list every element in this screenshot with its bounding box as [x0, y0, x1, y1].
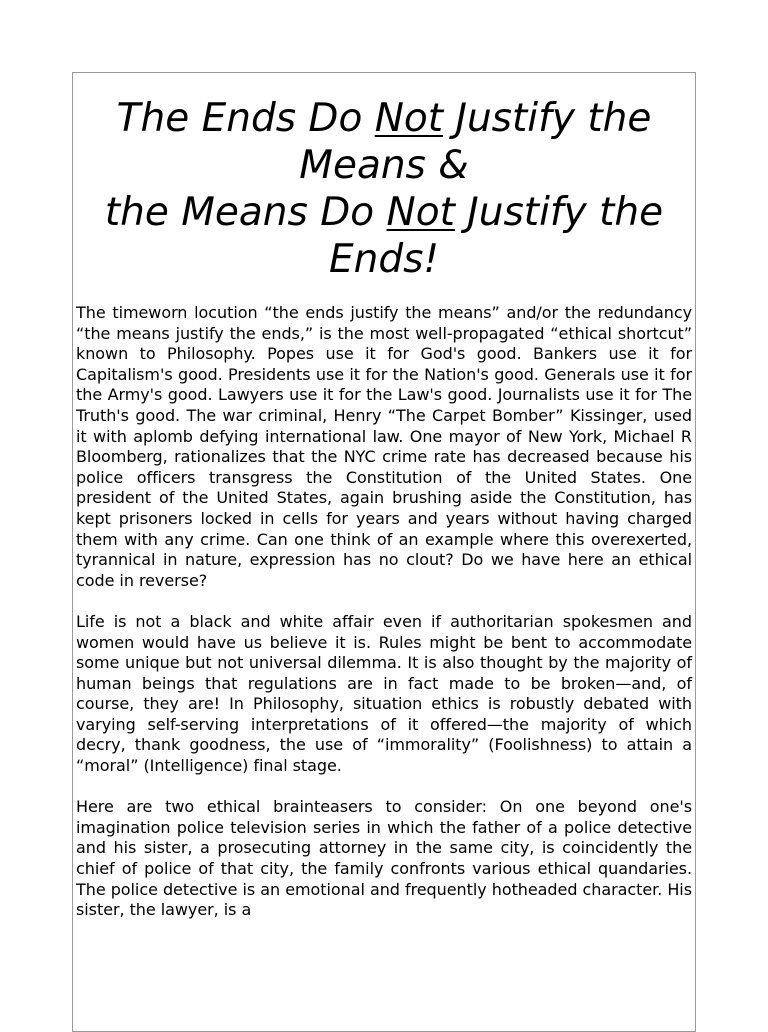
title-line2-emphasis: Not [386, 190, 455, 235]
document-page [72, 72, 696, 1032]
document-body [76, 303, 692, 921]
title-line1-pre: The Ends Do [116, 96, 375, 141]
paragraph: Life is not a black and white affair even if authoritarian spokesmen and women would have us believe it is. Rules might be bent to accommodate some unique but not universal dilemma. It is also thought by the majority of human beings that regulations are in fact made to be broken—and, of course, they are! In Philosophy, situation ethics is robustly debated with varying self-serving interpretations of it offered—the majority of which decry, thank goodness, the use of “immorality” (Foolishness) to attain a “moral” (Intelligence) final stage. [76, 611, 692, 776]
title-line2-post: Justify the Ends! [328, 190, 664, 282]
title-line2-pre: the Means Do [104, 190, 387, 235]
paragraph: Here are two ethical brainteasers to consider: On one beyond one's imagination police television series in which the father of a police detective and his sister, a prosecuting attorney in the same city, is coincidently the chief of police of that city, the family confronts various ethical quandaries. The police detective is an emotional and frequently hotheaded character. His sister, the lawyer, is a [76, 797, 692, 920]
document-title [81, 95, 687, 283]
title-line1-post: Justify the Means & [299, 96, 652, 188]
title-line1-emphasis: Not [374, 96, 444, 141]
paragraph: The timeworn locution “the ends justify the means” and/or the redundancy “the means justify the ends,” is the most well-propagated “ethical shortcut” known to Philosophy. Popes use it for God's good. Bankers use it for Capitalism's good. Presidents use it for the Nation's good. Generals use it for the Army's good. Lawyers use it for the Law's good. Journalists use it for The Truth's good. The war criminal, Henry “The Carpet Bomber” Kissinger, used it with aplomb defying international law. One mayor of New York, Michael R Bloomberg, rationalizes that the NYC crime rate has decreased because his police officers transgress the Constitution of the United States. One president of the United States, again brushing aside the Constitution, has kept prisoners locked in cells for years and years without having charged them with any crime. Can one think of an example where this overexerted, tyrannical in nature, expression has no clout? Do we have here an ethical code in reverse? [76, 303, 692, 590]
